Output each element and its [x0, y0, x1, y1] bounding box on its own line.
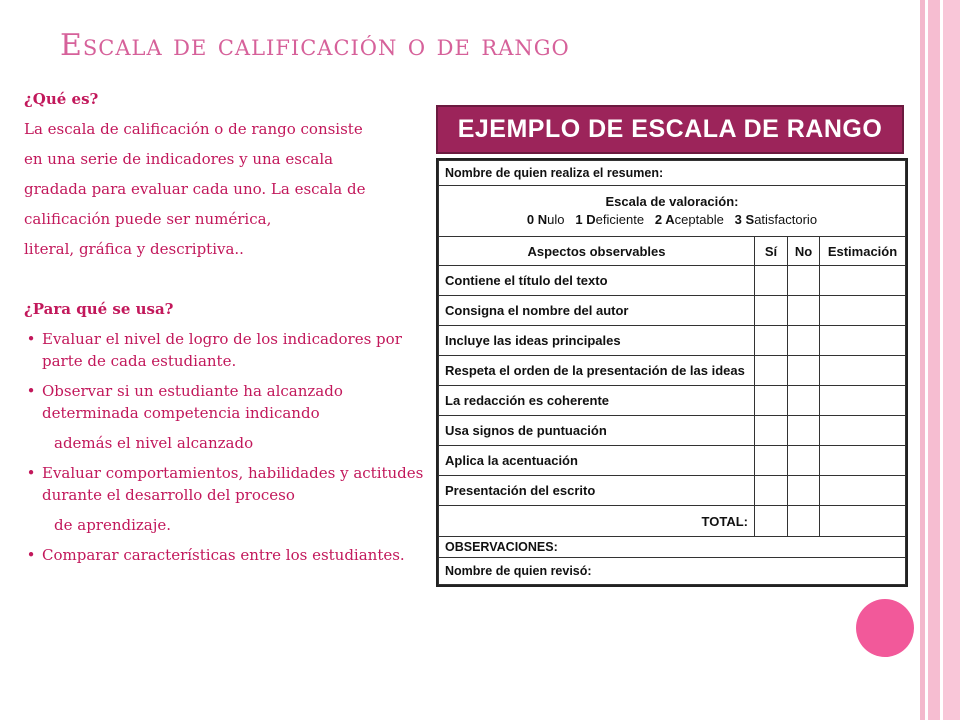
table-row: Usa signos de puntuación — [439, 416, 906, 446]
example-banner — [436, 105, 904, 154]
bullet-dot-icon: • — [26, 330, 36, 348]
yes-cell[interactable] — [755, 326, 788, 356]
no-cell[interactable] — [788, 326, 820, 356]
scale-title: Escala de valoración: — [605, 194, 739, 209]
definition-line: calificación puede ser numérica, — [24, 210, 272, 228]
total-yes-cell[interactable] — [755, 506, 788, 537]
header-estimation: Estimación — [820, 237, 906, 266]
table-row: La redacción es coherente — [439, 386, 906, 416]
no-cell[interactable] — [788, 296, 820, 326]
no-cell[interactable] — [788, 446, 820, 476]
bullet-item: • Comparar características entre los estudiantes. — [24, 540, 426, 570]
bullet-continuation: de aprendizaje. — [54, 516, 172, 534]
estimation-cell[interactable] — [820, 476, 906, 506]
bullet-dot-icon: • — [26, 546, 36, 564]
no-cell[interactable] — [788, 356, 820, 386]
estimation-cell[interactable] — [820, 296, 906, 326]
table-row: Consigna el nombre del autor — [439, 296, 906, 326]
bullet-dot-icon: • — [26, 382, 36, 400]
decorative-circle — [856, 599, 914, 657]
name-row: Nombre de quien realiza el resumen: — [439, 161, 906, 186]
bullet-continuation: además el nivel alcanzado — [54, 434, 254, 452]
rating-scale-table — [436, 158, 908, 587]
table-row: Aplica la acentuación — [439, 446, 906, 476]
bullet-item: • Observar si un estudiante ha alcanzado determinada competencia indicando — [24, 376, 426, 428]
bullet-item: • Evaluar comportamientos, habilidades y actitudes durante el desarrollo del proceso — [24, 458, 426, 510]
table-row: Contiene el título del texto — [439, 266, 906, 296]
total-row — [439, 506, 906, 537]
left-text — [24, 84, 426, 570]
header-no: No — [788, 237, 820, 266]
scale-values: 0 Nulo 1 Deficiente 2 Aceptable 3 Satisfactorio — [526, 212, 818, 227]
definition-line: literal, gráfica y descriptiva.. — [24, 240, 244, 258]
yes-cell[interactable] — [755, 266, 788, 296]
definition-line: en una serie de indicadores y una escala — [24, 150, 334, 168]
header-yes: Sí — [755, 237, 788, 266]
no-cell[interactable] — [788, 476, 820, 506]
total-label: TOTAL: — [439, 506, 755, 537]
decorative-stripes — [920, 0, 960, 720]
table-row: Incluye las ideas principales — [439, 326, 906, 356]
no-cell[interactable] — [788, 416, 820, 446]
estimation-cell[interactable] — [820, 446, 906, 476]
yes-cell[interactable] — [755, 296, 788, 326]
slide-title: Escala de calificación o de rango — [60, 28, 570, 63]
estimation-cell[interactable] — [820, 416, 906, 446]
total-no-cell[interactable] — [788, 506, 820, 537]
question-purpose: ¿Para qué se usa? — [24, 300, 174, 318]
definition-line: gradada para evaluar cada uno. La escala de — [24, 180, 366, 198]
table-row: Presentación del escrito — [439, 476, 906, 506]
bullet-item: • Evaluar el nivel de logro de los indicadores por parte de cada estudiante. — [24, 324, 426, 376]
header-aspects: Aspectos observables — [439, 237, 755, 266]
question-what: ¿Qué es? — [24, 90, 99, 108]
no-cell[interactable] — [788, 266, 820, 296]
estimation-cell[interactable] — [820, 326, 906, 356]
bullet-dot-icon: • — [26, 464, 36, 482]
yes-cell[interactable] — [755, 416, 788, 446]
yes-cell[interactable] — [755, 446, 788, 476]
header-row — [439, 237, 906, 266]
example-banner-title: EJEMPLO DE ESCALA DE RANGO — [457, 115, 883, 143]
observations-row: OBSERVACIONES: — [439, 537, 906, 558]
reviewer-row: Nombre de quien revisó: — [439, 558, 906, 585]
table-row: Respeta el orden de la presentación de las ideas — [439, 356, 906, 386]
yes-cell[interactable] — [755, 386, 788, 416]
estimation-cell[interactable] — [820, 356, 906, 386]
definition-line: La escala de calificación o de rango consiste — [24, 120, 363, 138]
scale-row — [439, 186, 906, 237]
estimation-cell[interactable] — [820, 266, 906, 296]
total-estimation-cell[interactable] — [820, 506, 906, 537]
estimation-cell[interactable] — [820, 386, 906, 416]
yes-cell[interactable] — [755, 356, 788, 386]
yes-cell[interactable] — [755, 476, 788, 506]
no-cell[interactable] — [788, 386, 820, 416]
